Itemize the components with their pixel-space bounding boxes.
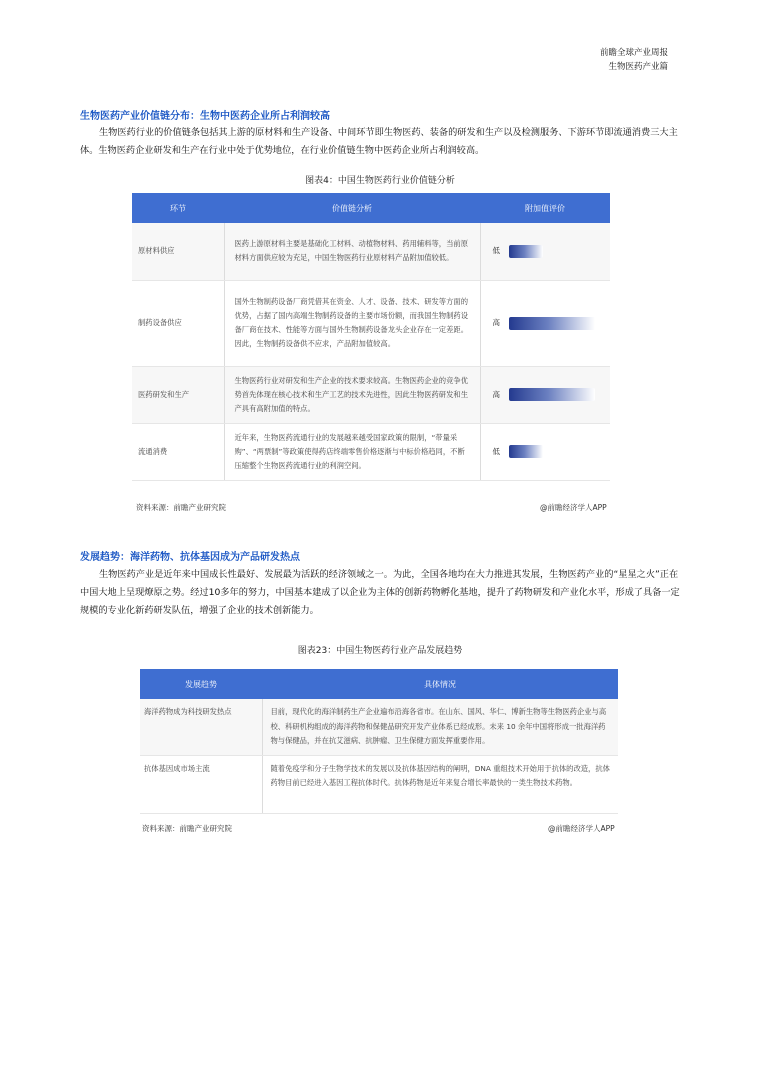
analysis-cell: 国外生物制药设备厂商凭借其在资金、人才、设备、技术、研发等方面的优势，占据了国内高端生物制药设备的主要市场份额，而我国生物制药设备厂商在技术、性能等方面与国外生物制药设备龙头企业存在一定差距。因此，生物制药设备供不应求，产品附加值较高。 xyxy=(224,280,480,366)
section2-title: 发展趋势：海洋药物、抗体基因成为产品研发热点 xyxy=(80,552,300,563)
figure4-title: 图表4：中国生物医药行业价值链分析 xyxy=(305,176,455,186)
rating-label: 高 xyxy=(492,318,500,327)
rating-bar xyxy=(509,317,595,330)
trend-cell: 海洋药物成为科技研发热点 xyxy=(140,699,262,755)
trend-cell: 抗体基因成市场主流 xyxy=(140,755,262,813)
stage-cell: 医药研发和生产 xyxy=(132,366,224,423)
figure4-credit: @前瞻经济学人APP xyxy=(540,503,607,512)
section1-paragraph: 生物医药行业的价值链条包括其上游的原材料和生产设备、中间环节即生物医药、装备的研发和生产以及检测服务、下游环节即流通消费三大主体。生物医药企业研发和生产在行业中处于优势地位，在行业价值链生物中医药企业所占利润较高。 xyxy=(80,127,678,156)
table-header-row xyxy=(140,669,618,699)
table-header-row xyxy=(132,193,610,223)
analysis-cell: 近年来，生物医药流通行业的发展越来越受国家政策的限制，“带量采购”、“两票制”等政策使得药店终端零售价格逐渐与中标价格趋同，不断压缩整个生物医药流通行业的利润空间。 xyxy=(224,423,480,480)
stage-cell: 原材料供应 xyxy=(132,223,224,280)
rating-bar xyxy=(509,445,543,458)
rating-label: 低 xyxy=(492,246,500,256)
rating-bar xyxy=(509,245,543,258)
section1-title: 生物医药产业价值链分布：生物中医药企业所占利润较高 xyxy=(80,111,330,122)
rating-indicator xyxy=(493,316,610,330)
table-row xyxy=(140,699,618,755)
stage-cell: 制药设备供应 xyxy=(132,280,224,366)
col-header-trend: 发展趋势 xyxy=(140,669,262,699)
table-row xyxy=(140,755,618,813)
detail-cell: 随着免疫学和分子生物学技术的发展以及抗体基因结构的阐明，DNA 重组技术开始用于抗体的改造，抗体药物目前已经进入基因工程抗体时代。抗体药物是近年来复合增长率最快的一类生物技术药物。 xyxy=(262,755,618,813)
table-row xyxy=(132,223,610,280)
rating-indicator xyxy=(493,244,610,258)
col-header-rating: 附加值评价 xyxy=(480,193,610,223)
rating-indicator xyxy=(493,445,610,459)
figure23-title: 图表23：中国生物医药行业产品发展趋势 xyxy=(297,646,463,656)
detail-cell: 目前，现代化的海洋制药生产企业遍布沿海各省市。在山东、国风、华仁、博新生物等生物医药企业与高校、科研机构组成的海洋药物和保健品研究开发产业体系已经成形。未来 10 余年中国将形成一批海洋药物与保健品，并在抗艾滋病、抗肿瘤、卫生保健方面发挥重要作用。 xyxy=(262,699,618,755)
header-report-name: 前瞻全球产业周报 xyxy=(599,48,668,58)
col-header-stage: 环节 xyxy=(132,193,224,223)
figure4-source: 资料来源：前瞻产业研究院 xyxy=(136,503,226,512)
analysis-cell: 医药上游原材料主要是基础化工材料、动植物材料、药用辅料等，当前原材料方面供应较为充足，中国生物医药行业原材料产品附加值较低。 xyxy=(224,223,480,280)
header-subtitle: 生物医药产业篇 xyxy=(608,62,668,72)
figure23-source: 资料来源：前瞻产业研究院 xyxy=(142,824,232,833)
col-header-detail: 具体情况 xyxy=(262,669,618,699)
rating-indicator xyxy=(493,388,610,402)
rating-bar xyxy=(509,388,595,401)
table-row xyxy=(132,423,610,480)
col-header-analysis: 价值链分析 xyxy=(224,193,480,223)
rating-label: 高 xyxy=(492,389,500,399)
section2-paragraph: 生物医药产业是近年来中国成长性最好、发展最为活跃的经济领域之一。为此，全国各地均在大力推进其发展，生物医药产业的“星星之火”正在中国大地上呈现燎原之势。经过10多年的努力，中国基本建成了以企业为主体的创新药物孵化基地，提升了药物研发和产业化水平，形成了具备一定规模的专业化新药研发队伍，增强了企业的技术创新能力。 xyxy=(80,569,680,616)
figure23-credit: @前瞻经济学人APP xyxy=(548,824,615,833)
table-row xyxy=(132,366,610,423)
stage-cell: 流通消费 xyxy=(132,423,224,480)
rating-label: 低 xyxy=(492,446,500,456)
analysis-cell: 生物医药行业对研发和生产企业的技术要求较高。生物医药企业的竞争优势首先体现在核心技术和生产工艺的技术先进性，因此生物医药研发和生产具有高附加值的特点。 xyxy=(224,366,480,423)
value-chain-table xyxy=(132,193,610,481)
table-row xyxy=(132,280,610,366)
product-trend-table xyxy=(140,669,618,814)
